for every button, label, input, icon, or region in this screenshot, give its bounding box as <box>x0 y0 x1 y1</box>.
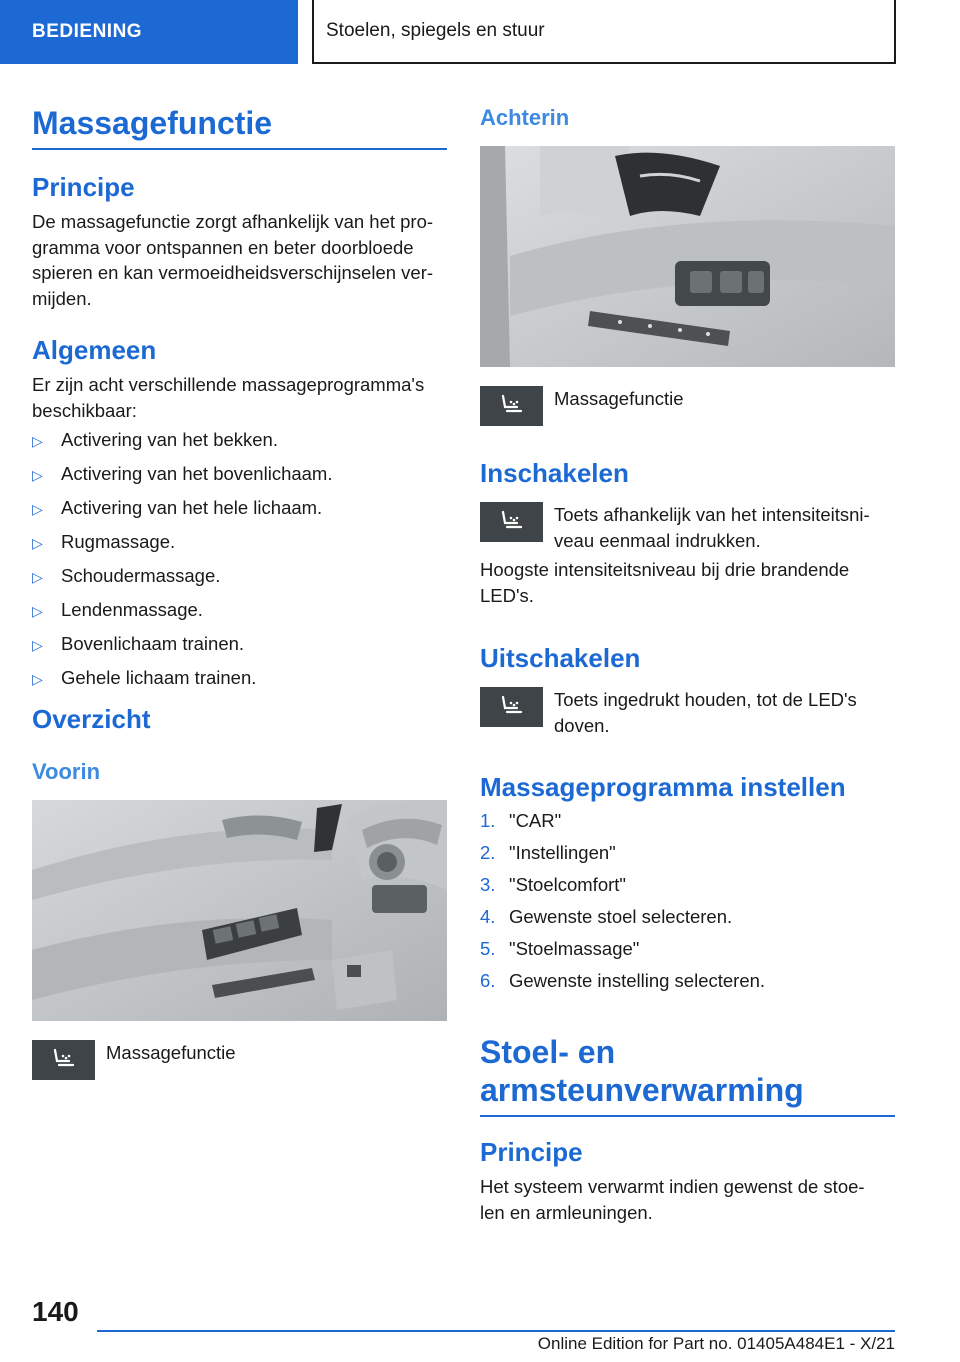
bullet-triangle-icon: ▷ <box>32 501 43 517</box>
rear-door-panel-image <box>480 146 895 367</box>
general-text: Er zijn acht verschillende massageprogramma's beschikbaar: <box>32 374 425 421</box>
seat-massage-icon[interactable] <box>480 502 543 542</box>
bullet-triangle-icon: ▷ <box>32 535 43 551</box>
list-item: 1. "CAR" <box>480 810 562 831</box>
seat-massage-icon[interactable] <box>480 687 543 727</box>
seat-massage-icon[interactable] <box>32 1040 95 1080</box>
principle-heading: Principe <box>32 172 135 202</box>
list-item: 6. Gewenste instelling selecteren. <box>480 970 766 991</box>
footer-edition: Online Edition for Part no. 01405A484E1 - X/21 <box>537 1334 895 1353</box>
heating-principle-text: Het systeem verwarmt indien gewenst de stoe- len en armleuningen. <box>480 1176 865 1223</box>
principle-text: De massagefunctie zorgt afhankelijk van het pro- gramma voor ontspannen en beter doorbloede spieren en kan vermoeidheidsverschijnselen ver- mijden. <box>32 211 434 309</box>
chapter-header <box>312 0 896 64</box>
program-steps <box>480 808 895 1000</box>
list-item: ▷ Activering van het hele lichaam. <box>32 495 447 523</box>
list-item: ▷ Activering van het bekken. <box>32 427 447 455</box>
section-tab[interactable] <box>0 0 298 64</box>
rear-heading: Achterin <box>480 105 570 130</box>
rear-massage-row <box>480 386 895 426</box>
bullet-triangle-icon: ▷ <box>32 433 43 449</box>
bullet-triangle-icon: ▷ <box>32 671 43 687</box>
rear-massage-caption: Massagefunctie <box>554 388 684 409</box>
section-label: BEDIENING <box>32 21 143 42</box>
front-heading: Voorin <box>32 759 101 784</box>
list-item: ▷ Lendenmassage. <box>32 597 447 625</box>
heating-title: Stoel- en armsteunverwarming <box>480 1033 895 1117</box>
list-item: ▷ Schoudermassage. <box>32 563 447 591</box>
switch-on-text: Hoogste intensiteitsniveau bij drie brandende LED's. <box>480 559 850 606</box>
overview-heading: Overzicht <box>32 704 151 734</box>
list-item: 4. Gewenste stoel selecteren. <box>480 906 733 927</box>
bullet-triangle-icon: ▷ <box>32 467 43 483</box>
switch-off-instruction: Toets ingedrukt houden, tot de LED's doven. <box>554 689 857 736</box>
program-list <box>32 427 447 699</box>
general-heading: Algemeen <box>32 335 157 365</box>
bullet-triangle-icon: ▷ <box>32 569 43 585</box>
switch-on-row <box>480 502 895 553</box>
footer-divider <box>97 1330 895 1332</box>
front-massage-row <box>32 1040 447 1080</box>
switch-off-row <box>480 687 895 738</box>
switch-on-heading: Inschakelen <box>480 458 629 488</box>
page-title: Massagefunctie <box>32 104 447 150</box>
page-number: 140 <box>32 1296 79 1327</box>
front-door-panel-image <box>32 800 447 1021</box>
list-item: 5. "Stoelmassage" <box>480 938 640 959</box>
front-massage-caption: Massagefunctie <box>106 1042 236 1063</box>
list-item: ▷ Bovenlichaam trainen. <box>32 631 447 659</box>
bullet-triangle-icon: ▷ <box>32 603 43 619</box>
chapter-title: Stoelen, spiegels en stuur <box>326 20 545 41</box>
list-item: 2. "Instellingen" <box>480 842 616 863</box>
program-heading: Massageprogramma instellen <box>480 772 846 802</box>
list-item: ▷ Gehele lichaam trainen. <box>32 665 447 693</box>
list-item: 3. "Stoelcomfort" <box>480 874 626 895</box>
seat-massage-icon[interactable] <box>480 386 543 426</box>
list-item: ▷ Activering van het bovenlichaam. <box>32 461 447 489</box>
heating-principle-heading: Principe <box>480 1137 583 1167</box>
switch-on-instruction: Toets afhankelijk van het intensiteitsni- veau eenmaal indrukken. <box>554 504 870 551</box>
list-item: ▷ Rugmassage. <box>32 529 447 557</box>
switch-off-heading: Uitschakelen <box>480 643 641 673</box>
bullet-triangle-icon: ▷ <box>32 637 43 653</box>
